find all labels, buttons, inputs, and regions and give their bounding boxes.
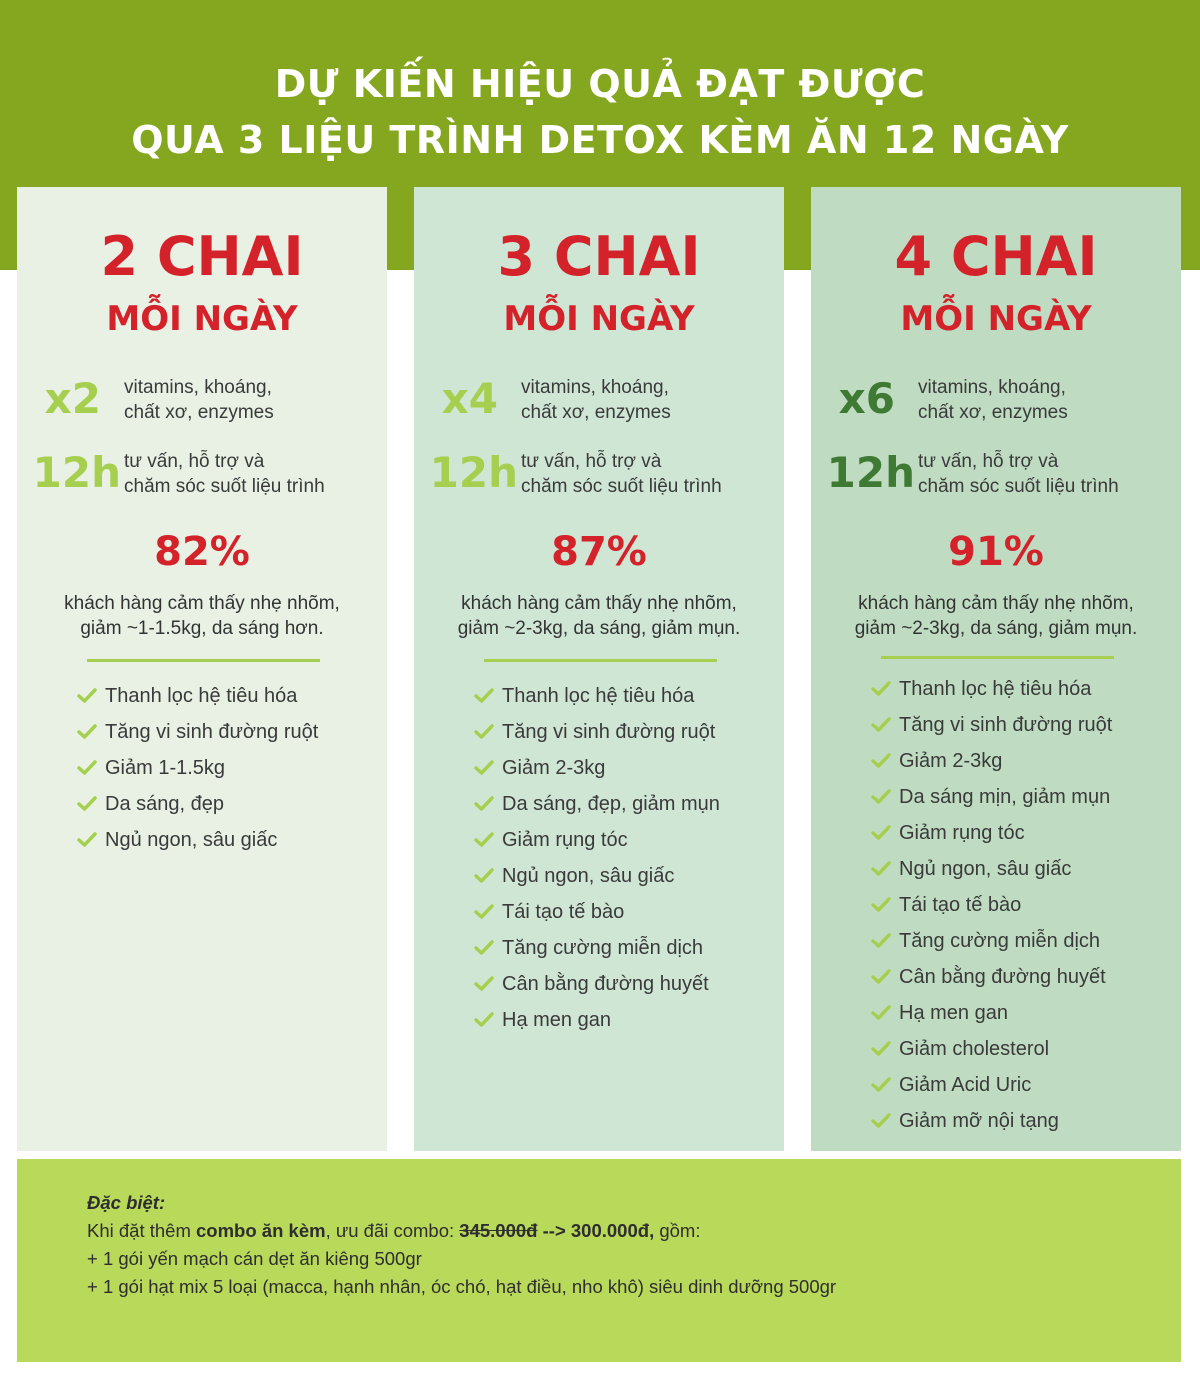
multiplier-text [124,375,379,425]
offer-item-2: + 1 gói hạt mix 5 loại (macca, hạnh nhân, óc chó, hạt điều, nho khô) siêu dinh dưỡng 500gr [87,1276,837,1297]
benefit-label: Tái tạo tế bào [502,901,625,923]
offer-suffix: gồm: [654,1220,701,1241]
check-icon [871,861,891,877]
satisfaction-description [414,591,784,641]
page-title [0,56,1200,168]
benefit-label: Giảm 2-3kg [899,750,1003,772]
plan-card-4-bottles [811,187,1181,1151]
multiplier-text [521,375,776,425]
benefit-label: Tăng vi sinh đường ruột [899,714,1113,736]
benefit-label: Tăng cường miễn dịch [899,930,1101,952]
benefit-item [871,1067,1171,1103]
benefit-label: Thanh lọc hệ tiêu hóa [105,685,298,707]
benefit-label: Ngủ ngon, sâu giấc [105,829,278,851]
check-icon [77,832,97,848]
hours-value: 12h [429,448,518,497]
description-line: khách hàng cảm thấy nhẹ nhõm, [461,593,737,614]
check-icon [474,976,494,992]
hours-text [918,449,1173,499]
plan-subheading: MỖI NGÀY [106,299,298,339]
benefit-label: Tái tạo tế bào [899,894,1022,916]
check-icon [871,1077,891,1093]
check-icon [871,897,891,913]
multiplier-text-line: chất xơ, enzymes [918,402,1068,423]
plan-subheading: MỖI NGÀY [503,299,695,339]
check-icon [871,1041,891,1057]
benefit-label: Ngủ ngon, sâu giấc [899,858,1072,880]
offer-item-1: + 1 gói yến mạch cán dẹt ăn kiêng 500gr [87,1248,422,1269]
benefit-label: Giảm rụng tóc [502,829,628,851]
offer-mid: , ưu đãi combo: [325,1220,460,1241]
benefit-item [871,779,1171,815]
benefit-item [474,714,774,750]
description-line: giảm ~2-3kg, da sáng, giảm mụn. [854,618,1138,639]
check-icon [871,969,891,985]
check-icon [77,760,97,776]
plan-card-2-bottles [17,187,387,1151]
benefit-label: Ngủ ngon, sâu giấc [502,865,675,887]
check-icon [77,724,97,740]
benefit-item [77,750,377,786]
benefit-item [474,966,774,1002]
benefit-label: Tăng cường miễn dịch [502,937,704,959]
check-icon [871,933,891,949]
plan-heading: 3 CHAI [497,225,701,288]
benefit-item [77,678,377,714]
benefit-item [77,786,377,822]
title-line-1: DỰ KIẾN HIỆU QUẢ ĐẠT ĐƯỢC [274,62,926,106]
benefit-label: Cân bằng đường huyết [502,973,709,995]
plan-card-3-bottles [414,187,784,1151]
multiplier-value: x4 [441,374,498,423]
description-line: giảm ~1-1.5kg, da sáng hơn. [80,618,324,639]
check-icon [871,1113,891,1129]
new-price: --> 300.000đ, [537,1220,655,1241]
satisfaction-percent: 87% [551,529,647,575]
description-line: giảm ~2-3kg, da sáng, giảm mụn. [457,618,741,639]
nutrient-row [414,373,784,433]
check-icon [474,904,494,920]
satisfaction-description [811,591,1181,641]
check-icon [474,1012,494,1028]
offer-combo: combo ăn kèm [196,1220,326,1241]
hours-text-line: chăm sóc suốt liệu trình [918,476,1119,497]
multiplier-value: x2 [44,374,101,423]
old-price: 345.000đ [459,1220,538,1241]
benefit-label: Giảm mỡ nội tạng [899,1110,1059,1132]
benefit-item [871,743,1171,779]
hours-value: 12h [826,448,915,497]
check-icon [474,940,494,956]
benefit-list [474,678,774,1038]
benefit-label: Hạ men gan [502,1009,611,1031]
benefit-item [871,851,1171,887]
check-icon [474,832,494,848]
benefit-item [474,930,774,966]
benefit-label: Thanh lọc hệ tiêu hóa [899,678,1092,700]
check-icon [474,868,494,884]
check-icon [77,688,97,704]
benefit-label: Da sáng, đẹp [105,793,224,815]
benefit-item [77,822,377,858]
divider [881,656,1114,659]
hours-text [124,449,379,499]
divider [484,659,717,662]
benefit-item [871,1031,1171,1067]
multiplier-text-line: vitamins, khoáng, [124,377,272,398]
benefit-item [474,678,774,714]
check-icon [474,760,494,776]
benefit-item [474,1002,774,1038]
benefit-item [871,995,1171,1031]
check-icon [474,796,494,812]
description-line: khách hàng cảm thấy nhẹ nhõm, [858,593,1134,614]
multiplier-value: x6 [838,374,895,423]
check-icon [474,724,494,740]
check-icon [871,681,891,697]
nutrient-row [811,373,1181,433]
benefit-label: Giảm rụng tóc [899,822,1025,844]
support-row [811,447,1181,507]
benefit-item [871,959,1171,995]
satisfaction-description [17,591,387,641]
benefit-item [871,1103,1171,1139]
benefit-list [871,671,1171,1139]
benefit-label: Giảm Acid Uric [899,1074,1032,1096]
multiplier-text-line: vitamins, khoáng, [521,377,669,398]
benefit-item [871,815,1171,851]
check-icon [871,789,891,805]
benefit-label: Da sáng mịn, giảm mụn [899,786,1111,808]
benefit-item [474,822,774,858]
hours-text [521,449,776,499]
benefit-item [474,786,774,822]
benefit-label: Giảm cholesterol [899,1038,1050,1060]
support-row [17,447,387,507]
divider [87,659,320,662]
benefit-label: Da sáng, đẹp, giảm mụn [502,793,720,815]
check-icon [871,1005,891,1021]
benefit-item [474,858,774,894]
benefit-label: Giảm 1-1.5kg [105,757,226,779]
benefit-item [77,714,377,750]
benefit-label: Cân bằng đường huyết [899,966,1106,988]
benefit-label: Hạ men gan [899,1002,1008,1024]
title-line-2: QUA 3 LIỆU TRÌNH DETOX KÈM ĂN 12 NGÀY [131,118,1069,162]
check-icon [871,717,891,733]
check-icon [77,796,97,812]
plan-heading: 2 CHAI [100,225,304,288]
hours-text-line: chăm sóc suốt liệu trình [521,476,722,497]
benefit-item [871,671,1171,707]
benefit-item [474,894,774,930]
hours-text-line: tư vấn, hỗ trợ và [521,451,662,472]
description-line: khách hàng cảm thấy nhẹ nhõm, [64,593,340,614]
multiplier-text-line: vitamins, khoáng, [918,377,1066,398]
offer-prefix: Khi đặt thêm [87,1220,197,1241]
benefit-item [871,707,1171,743]
support-row [414,447,784,507]
offer-title: Đặc biệt: [87,1192,166,1213]
benefit-label: Tăng vi sinh đường ruột [502,721,716,743]
plan-heading: 4 CHAI [894,225,1098,288]
multiplier-text-line: chất xơ, enzymes [124,402,274,423]
hours-text-line: tư vấn, hỗ trợ và [918,451,1059,472]
check-icon [474,688,494,704]
satisfaction-percent: 82% [154,529,250,575]
plan-subheading: MỖI NGÀY [900,299,1092,339]
multiplier-text [918,375,1173,425]
benefit-item [871,923,1171,959]
multiplier-text-line: chất xơ, enzymes [521,402,671,423]
hours-text-line: chăm sóc suốt liệu trình [124,476,325,497]
offer-text [87,1189,1167,1301]
benefit-item [871,887,1171,923]
benefit-label: Thanh lọc hệ tiêu hóa [502,685,695,707]
check-icon [871,753,891,769]
hours-value: 12h [32,448,121,497]
benefit-label: Tăng vi sinh đường ruột [105,721,319,743]
hours-text-line: tư vấn, hỗ trợ và [124,451,265,472]
satisfaction-percent: 91% [948,529,1044,575]
special-offer-box [17,1159,1181,1362]
nutrient-row [17,373,387,433]
benefit-list [77,678,377,858]
check-icon [871,825,891,841]
benefit-label: Giảm 2-3kg [502,757,606,779]
offer-line [87,1217,1167,1245]
benefit-item [474,750,774,786]
